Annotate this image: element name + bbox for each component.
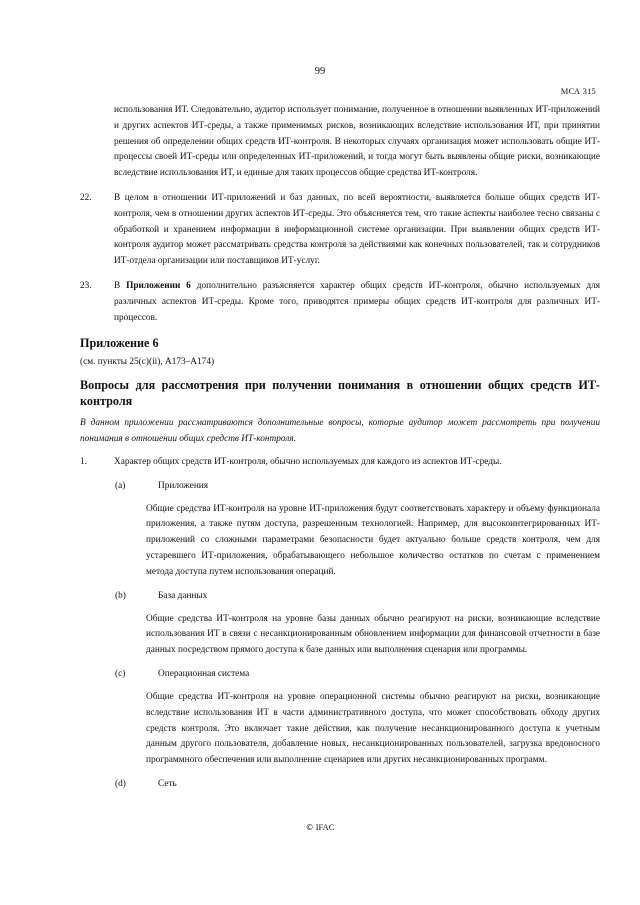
- page-footer: [0, 822, 640, 832]
- subitem-letter: (c): [115, 668, 126, 679]
- subitem-c-text: Общие средства ИТ-контроля на уровне операционной системы обычно реагируют на риски, возникающие вследствие использования ИТ в части административного доступа, что может способствовать обходу других средств контроля. Это включает такие действия, как получение несанкционированного доступа к учетным данным другого пользователя, добавление новых, несанкционированных пользователей, загрузка вредоносного программного обеспечения или выполнение сценариев или других несанкционированных программ.: [146, 691, 600, 766]
- subitem-d-heading: [80, 777, 600, 793]
- paragraph-text-rest: дополнительно разъясняется характер общих средств ИТ-контроля, обычно используемых для различных аспектов ИТ-среды. Кроме того, приводятся примеры общих средств ИТ-контроля для различных ИТ-процессов.: [114, 280, 601, 323]
- paragraph-number: 22.: [80, 192, 92, 203]
- copyright-symbol: ©: [305, 823, 314, 832]
- paragraph-text: [114, 279, 600, 326]
- list-item-number: 1.: [80, 456, 87, 467]
- paragraph-23: [80, 279, 600, 326]
- footer-organization: IFAC: [315, 822, 335, 832]
- subitem-a-heading: [80, 479, 600, 495]
- subitem-label: Сеть: [158, 778, 177, 789]
- paragraph-text: В целом в отношении ИТ-приложений и баз данных, по всей вероятности, выявляется больше общих средств ИТ-контроля, чем в отношении других аспектов ИТ-среды. Это объясняется тем, что такие аспекты наиболее тесно связаны с обработкой и хранением информации в информационной системе организации. При выявлении общих средств ИТ-контроля аудитор может рассматривать средства контроля за действиями как конечных пользователей, так и сотрудников ИТ-отдела организации или поставщиков ИТ-услуг.: [114, 192, 600, 267]
- subitem-letter: (b): [115, 590, 126, 601]
- standard-label: МСА 315: [560, 86, 596, 96]
- list-item-1: [80, 455, 600, 471]
- appendix-reference-bold: Приложении 6: [126, 280, 191, 291]
- subitem-letter: (a): [115, 480, 126, 491]
- subitem-label: Приложения: [158, 480, 209, 491]
- section-title: Вопросы для рассмотрения при получении понимания в отношении общих средств ИТ-контроля: [80, 378, 600, 409]
- subitem-c-heading: [80, 667, 600, 683]
- page-content: [80, 103, 600, 793]
- subitem-b-text: Общие средства ИТ-контроля на уровне базы данных обычно реагируют на риски, возникающие вследствие использования ИТ в связи с несанкционированным обновлением информации для финансовой отчетности в базе данных посредством прямого доступа к базе данных или выполнения сценария или программы.: [146, 613, 600, 656]
- appendix-lead: В данном приложении рассматриваются дополнительные вопросы, которые аудитор может рассмотреть при получении понимания в отношении общих средств ИТ-контроля.: [80, 418, 600, 444]
- subitem-label: База данных: [158, 590, 208, 601]
- appendix-title: Приложение 6: [80, 336, 159, 351]
- subitem-a-text: Общие средства ИТ-контроля на уровне ИТ-приложения будут соответствовать характеру и объему функционала приложения, а также путям доступа, разрешенным технологией. Например, для высокоинтегрированных ИТ-приложений со сложными параметрами безопасности будет актуально больше средств контроля, чем для устаревшего ИТ-приложения, обрабатывающего небольшое количество остатков по счетам с применением метода доступа путем использования операций.: [146, 503, 600, 577]
- intro-paragraph: использования ИТ. Следовательно, аудитор использует понимание, полученное в отношении выявленных ИТ-приложений и других аспектов ИТ-среды, а также применимых рисков, возникающих вследствие использования ИТ, при принятии решения об определении общих средств ИТ-контроля. В некоторых случаях организация может использовать общие ИТ-процессы своей ИТ-среды или определенных ИТ-приложений, и тогда могут быть выявлены общие риски, возникающие вследствие использования ИТ, и единые для таких процессов общие средства ИТ-контроля.: [114, 105, 600, 179]
- appendix-reference: (см. пункты 25(с)(ii), A173–A174): [80, 357, 215, 368]
- paragraph-text-start: В: [114, 280, 127, 291]
- paragraph-22: [80, 191, 600, 270]
- page-number: 99: [314, 66, 326, 77]
- subitem-letter: (d): [115, 778, 126, 789]
- subitem-b-heading: [80, 589, 600, 605]
- subitem-label: Операционная система: [158, 668, 250, 679]
- list-item-text: Характер общих средств ИТ-контроля, обычно используемых для каждого из аспектов ИТ-среды.: [114, 456, 502, 467]
- paragraph-number: 23.: [80, 280, 92, 291]
